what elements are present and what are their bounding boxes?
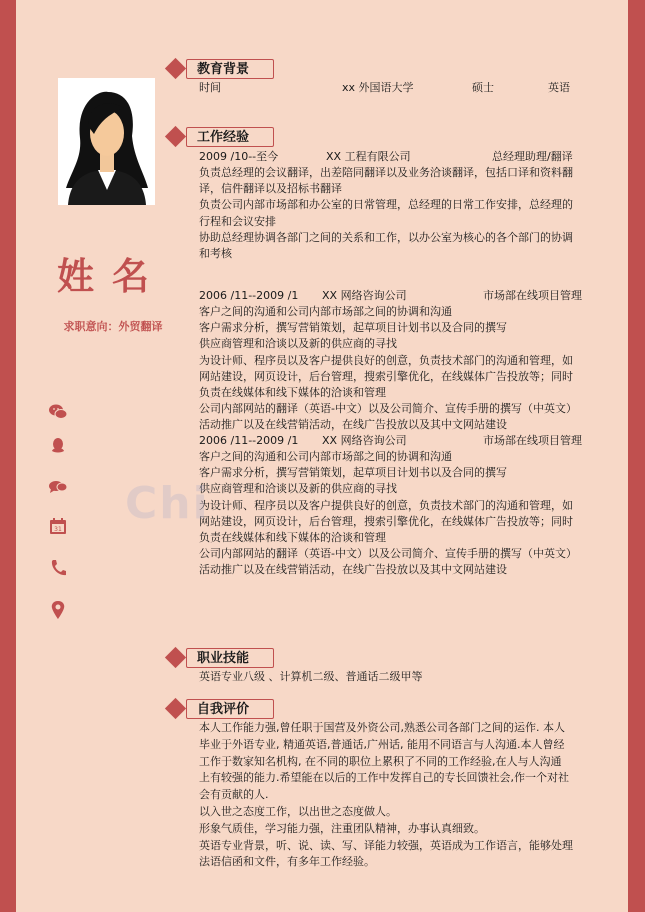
job-line: 客户之间的沟通和公司内部市场部之间的协调和沟通 <box>199 305 452 318</box>
job-line: 网站建设，网页设计，后台管理，搜索引擎优化，在线媒体广告投放等；同时 <box>199 369 573 383</box>
job-period: 2006 /11--2009 /1 <box>199 289 299 302</box>
job-line: 负责在线媒体和线下媒体的洽谈和管理 <box>199 386 386 400</box>
job-position: 总经理助理/翻译 <box>492 150 573 163</box>
education-time: 时间 <box>199 81 221 94</box>
evaluation-line: 本人工作能力强,曾任职于国营及外资公司,熟悉公司各部门之间的运作. 本人 <box>199 721 565 734</box>
education-major: 英语 <box>548 81 570 94</box>
section-title: 自我评价 <box>186 699 274 719</box>
section-title: 职业技能 <box>186 648 274 668</box>
job-line: 负责总经理的会议翻译，出差陪同翻译以及业务洽谈翻译，包括口译和资料翻 <box>199 166 573 179</box>
evaluation-line: 会有贡献的人. <box>199 788 269 802</box>
section-marker <box>165 126 186 147</box>
chat-icon <box>48 477 68 497</box>
avatar-illustration <box>58 78 155 205</box>
job-line: 活动推广以及在线营销活动，在线广告投放以及其中文网站建设 <box>199 563 507 577</box>
phone-icon <box>48 558 68 578</box>
location-icon <box>48 600 68 620</box>
section-marker <box>165 698 186 719</box>
job-line: 负责公司内部市场部和办公室的日常管理，总经理的日常工作安排，总经理的 <box>199 198 573 212</box>
job-company: XX 网络咨询公司 <box>322 434 407 447</box>
job-line: 为设计师、程序员以及客户提供良好的创意，负责技术部门的沟通和管理，如 <box>199 498 573 512</box>
job-position: 市场部在线项目管理 <box>483 289 582 302</box>
watermark: Chi <box>125 478 210 529</box>
job-line: 供应商管理和洽谈以及新的供应商的寻找 <box>199 482 397 496</box>
evaluation-line: 形象气质佳，学习能力强，注重团队精神，办事认真细致。 <box>199 821 485 835</box>
qq-icon <box>48 436 68 456</box>
evaluation-line: 以入世之态度工作，以出世之态度做人。 <box>199 804 397 818</box>
job-period: 2006 /11--2009 /1 <box>199 434 299 447</box>
job-line: 公司内部网站的翻译（英语-中文）以及公司简介、宣传手册的撰写（中英文） <box>199 402 577 416</box>
section-title: 教育背景 <box>186 59 274 79</box>
job-line: 网站建设，网页设计，后台管理，搜索引擎优化，在线媒体广告投放等；同时 <box>199 514 573 528</box>
calendar-icon <box>48 516 68 536</box>
skills-text: 英语专业八级 、计算机二级、普通话二级甲等 <box>199 670 423 683</box>
job-line: 客户之间的沟通和公司内部市场部之间的协调和沟通 <box>199 450 452 463</box>
left-accent-bar <box>0 0 16 912</box>
job-position: 市场部在线项目管理 <box>483 434 582 447</box>
job-description <box>199 165 604 262</box>
svg-text:31: 31 <box>54 526 62 533</box>
job-line: 活动推广以及在线营销活动，在线广告投放以及其中文网站建设 <box>199 418 507 432</box>
section-marker <box>165 647 186 668</box>
right-accent-bar <box>628 0 645 912</box>
evaluation-text <box>199 720 604 871</box>
job-line: 译，信件翻译以及招标书翻译 <box>199 182 342 196</box>
education-school: xx 外国语大学 <box>342 81 414 94</box>
job-line: 客户需求分析，撰写营销策划，起草项目计划书以及合同的撰写 <box>199 466 507 480</box>
job-description <box>199 304 604 434</box>
section-marker <box>165 58 186 79</box>
evaluation-line: 上有较强的能力.希望能在以后的工作中发挥自己的专长回馈社会,作一个对社 <box>199 771 569 785</box>
education-degree: 硕士 <box>472 81 494 94</box>
wechat-icon <box>48 402 68 422</box>
job-period: 2009 /10--至今 <box>199 150 279 163</box>
job-line: 负责在线媒体和线下媒体的洽谈和管理 <box>199 531 386 545</box>
job-line: 行程和会议安排 <box>199 214 276 228</box>
evaluation-line: 工作于数家知名机构, 在不同的职位上累积了不同的工作经验,在人与人沟通 <box>199 754 562 768</box>
job-line: 协助总经理协调各部门之间的关系和工作，以办公室为核心的各个部门的协调 <box>199 230 573 244</box>
candidate-name: 姓名 <box>57 255 167 298</box>
job-line: 为设计师、程序员以及客户提供良好的创意，负责技术部门的沟通和管理，如 <box>199 353 573 367</box>
job-line: 供应商管理和洽谈以及新的供应商的寻找 <box>199 337 397 351</box>
profile-photo <box>58 78 155 205</box>
evaluation-line: 英语专业背景，听、说、读、写、译能力较强，英语成为工作语言，能够处理 <box>199 838 573 852</box>
job-objective: 求职意向：外贸翻译 <box>63 320 163 333</box>
job-company: XX 工程有限公司 <box>326 150 411 163</box>
section-title: 工作经验 <box>186 127 274 147</box>
job-company: XX 网络咨询公司 <box>322 289 407 302</box>
job-line: 和考核 <box>199 247 232 261</box>
evaluation-line: 法语信函和文件，有多年工作经验。 <box>199 855 375 869</box>
job-line: 客户需求分析，撰写营销策划，起草项目计划书以及合同的撰写 <box>199 321 507 335</box>
job-description <box>199 449 604 579</box>
job-line: 公司内部网站的翻译（英语-中文）以及公司简介、宣传手册的撰写（中英文） <box>199 547 577 561</box>
evaluation-line: 毕业于外语专业, 精通英语,普通话,广州话, 能用不同语言与人沟通.本人曾经 <box>199 737 565 751</box>
